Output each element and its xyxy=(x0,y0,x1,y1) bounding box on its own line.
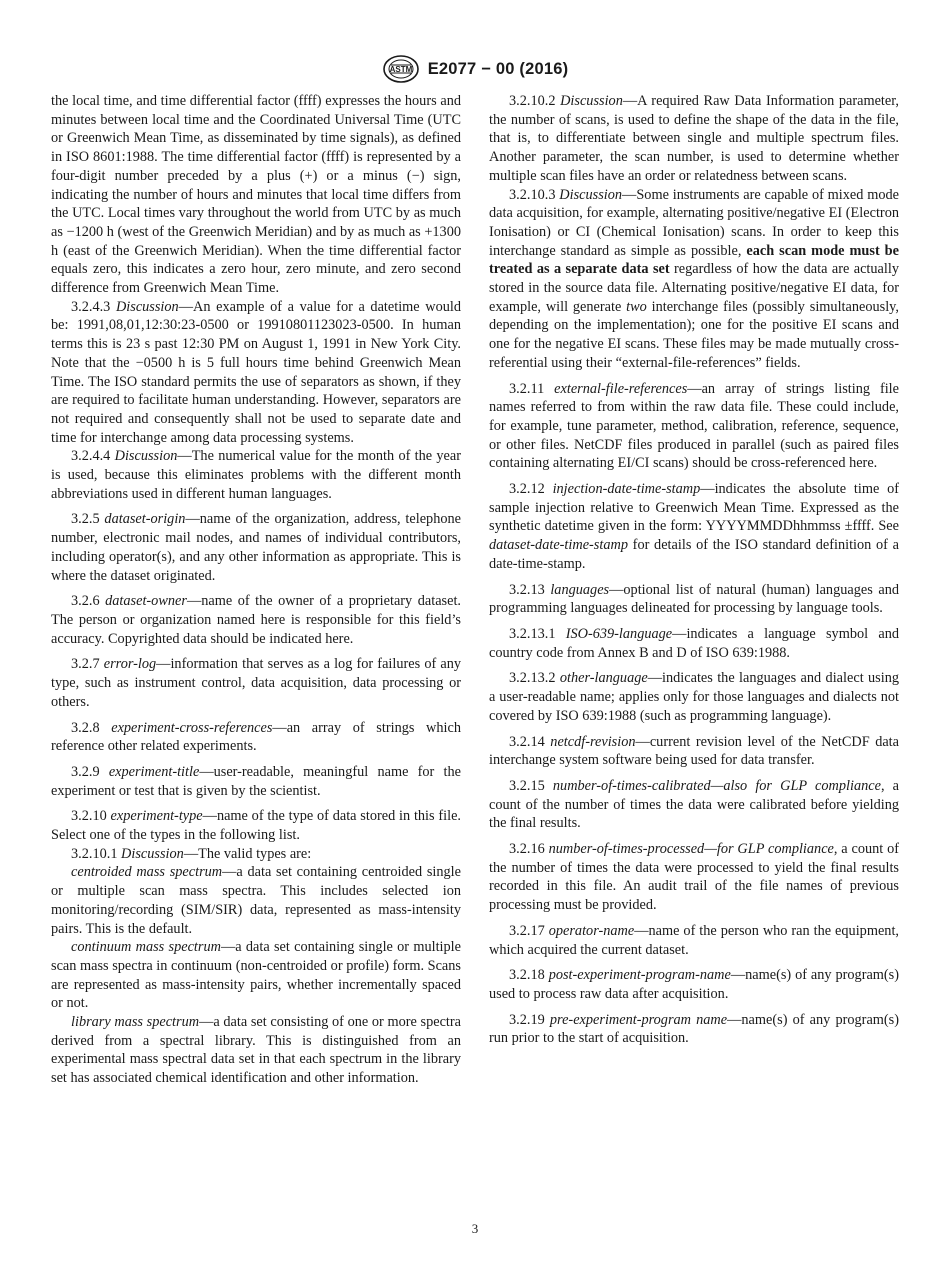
section-3-2-4-3: 3.2.4.3 Discussion—An example of a value for a datetime would be: 1991,08,01,12:30:23-0500 or 19910801123023-0500. In human terms this is 23 s past 12:30 PM on August 1, 1991 in New York City. Note that the −0500 h is 5 full hours time behind Greenwich Mean Time. The ISO standard permits the use of separators as shown, if they are required to facilitate human understanding. However, separators are not required and consequently shall not be used to separate date and time for interchange among data processing systems. xyxy=(51,298,461,446)
section-3-2-9: 3.2.9 experiment-title—user-readable, meaningful name for the experiment or test that is given by the scientist. xyxy=(51,763,461,799)
type-library: library mass spectrum—a data set consisting of one or more spectra derived from a spectral library. This is distinguished from an experimental mass spectral data set in that each spectrum in the library set has associated chemical identification and other information. xyxy=(51,1014,461,1087)
paragraph-continuation: the local time, and time differential factor (ffff) expresses the hours and minutes between local time and the Coordinated Universal Time (UTC or Greenwich Mean Time, as disseminated by time signals), as defined in ISO 8601:1988. The time differential factor (ffff) is represented by a four-digit number preceded by a plus (+) or a minus (−) sign, indicating the number of hours and minutes that local time differs from the UTC. Local times vary throughout the world from UTC by as much as −1200 h (west of the Greenwich Meridian) and by as much as +1300 h (east of the Greenwich Meridian). When the time differential factor equals zero, this indicates a zero hour, zero minute, and zero second difference from Greenwich Mean Time. xyxy=(51,93,461,297)
section-3-2-14: 3.2.14 netcdf-revision—current revision level of the NetCDF data interchange system software being used for data transfer. xyxy=(489,733,900,769)
type-continuum: continuum mass spectrum—a data set containing single or multiple scan mass spectra in continuum (non-centroided or profile) form. Scans are represented as mass-intensity pairs, whether incrementally spaced or not. xyxy=(51,939,461,1012)
section-3-2-12: 3.2.12 injection-date-time-stamp—indicates the absolute time of sample injection relative to Greenwich Mean Time. Expressed as the synthetic datetime given in the form: YYYYMMDDhhmmss ±ffff. See dataset-date-time-stamp for details of the ISO standard definition of a date-time-stamp. xyxy=(489,481,900,572)
section-3-2-15: 3.2.15 number-of-times-calibrated—also for GLP compliance, a count of the number of times the data were calibrated before yielding the final results. xyxy=(489,777,899,832)
left-column xyxy=(51,92,461,1088)
section-3-2-10-2: 3.2.10.2 Discussion—A required Raw Data Information parameter, the number of scans, is used to define the shape of the data in the file, that is, to differentiate between single and multiple spectrum files. Another parameter, the scan number, is used to determine whether multiple scan files have an order or relatedness between scans. xyxy=(489,93,900,184)
section-3-2-4-4: 3.2.4.4 Discussion—The numerical value for the month of the year is used, because this eliminates problems with the different month abbreviations used in different human languages. xyxy=(51,448,462,502)
section-3-2-5: 3.2.5 dataset-origin—name of the organization, address, telephone number, electronic mail nodes, and names of individual contributors, including operator(s), and any other information as appropriate. This is where the dataset originated. xyxy=(51,511,461,584)
section-3-2-6: 3.2.6 dataset-owner—name of the owner of a proprietary dataset. The person or organization named here is responsible for this field’s accuracy. Copyrighted data should be indicated here. xyxy=(51,593,461,647)
section-3-2-13-2: 3.2.13.2 other-language—indicates the languages and dialect using a user-readable name; applies only for those languages and dialects not covered by ISO 639:1988 (such as programming language). xyxy=(489,670,900,724)
page-number: 3 xyxy=(471,1221,479,1236)
section-3-2-11: 3.2.11 external-file-references—an array of strings listing file names referred to from within the raw data file. These could include, for example, tune parameter, method, calibration, reference, sequence, or other files. NetCDF files produced in parallel (such as paired files containing alternating EI/CI scans) should be cross-referenced here. xyxy=(489,380,899,472)
section-3-2-16: 3.2.16 number-of-times-processed—for GLP compliance, a count of the number of times the data were processed to yield the final results recorded in this file. An audit trail of the file names of previous processing must be provided. xyxy=(489,841,899,914)
section-3-2-7: 3.2.7 error-log—information that serves as a log for failures of any type, such as instrument control, data acquisition, data processing or others. xyxy=(51,656,462,710)
svg-text:ASTM: ASTM xyxy=(389,65,413,74)
section-3-2-10-1: 3.2.10.1 Discussion—The valid types are: xyxy=(71,845,312,862)
type-centroided: centroided mass spectrum—a data set containing centroided single or multiple scan mass spectra. This includes selected ion monitoring/recording (SIM/SIR) data, represented as mass-intensity pairs. This is the default. xyxy=(51,864,461,937)
right-column xyxy=(489,92,899,1048)
page-header xyxy=(0,54,950,84)
section-3-2-10-3: 3.2.10.3 Discussion—Some instruments are capable of mixed mode data acquisition, for example, alternating positive/negative EI (Electron Ionisation) or CI (Chemical Ionisation) scans. In order to keep this interchange standard as simple as possible, each scan mode must be treated as a separate data set regardless of how the data are actually stored in the source data file. Alternating positive/negative EI data, for example, will generate two interchange files (possibly simultaneously, depending on the implementation); one for the positive EI scans and one for the negative EI scans. These files may be made mutually cross-referential using their “external-file-references” fields. xyxy=(489,186,899,371)
section-3-2-19: 3.2.19 pre-experiment-program name—name(s) of any program(s) run prior to the start of acquisition. xyxy=(489,1011,899,1047)
section-3-2-13: 3.2.13 languages—optional list of natural (human) languages and programming languages delineated for processing by language tools. xyxy=(489,581,899,617)
section-3-2-18: 3.2.18 post-experiment-program-name—name(s) of any program(s) used to process raw data after acquisition. xyxy=(489,967,900,1002)
section-3-2-13-1: 3.2.13.1 ISO-639-language—indicates a language symbol and country code from Annex B and D of ISO 639:1988. xyxy=(489,625,899,661)
section-3-2-10: 3.2.10 experiment-type—name of the type of data stored in this file. Select one of the types in the following list. xyxy=(51,808,462,844)
section-3-2-8: 3.2.8 experiment-cross-references—an array of strings which reference other related experiments. xyxy=(51,719,461,755)
section-3-2-17: 3.2.17 operator-name—name of the person who ran the equipment, which acquired the current dataset. xyxy=(489,922,899,958)
astm-logo-icon xyxy=(382,54,420,84)
document-id: E2077 − 00 (2016) xyxy=(427,59,569,78)
